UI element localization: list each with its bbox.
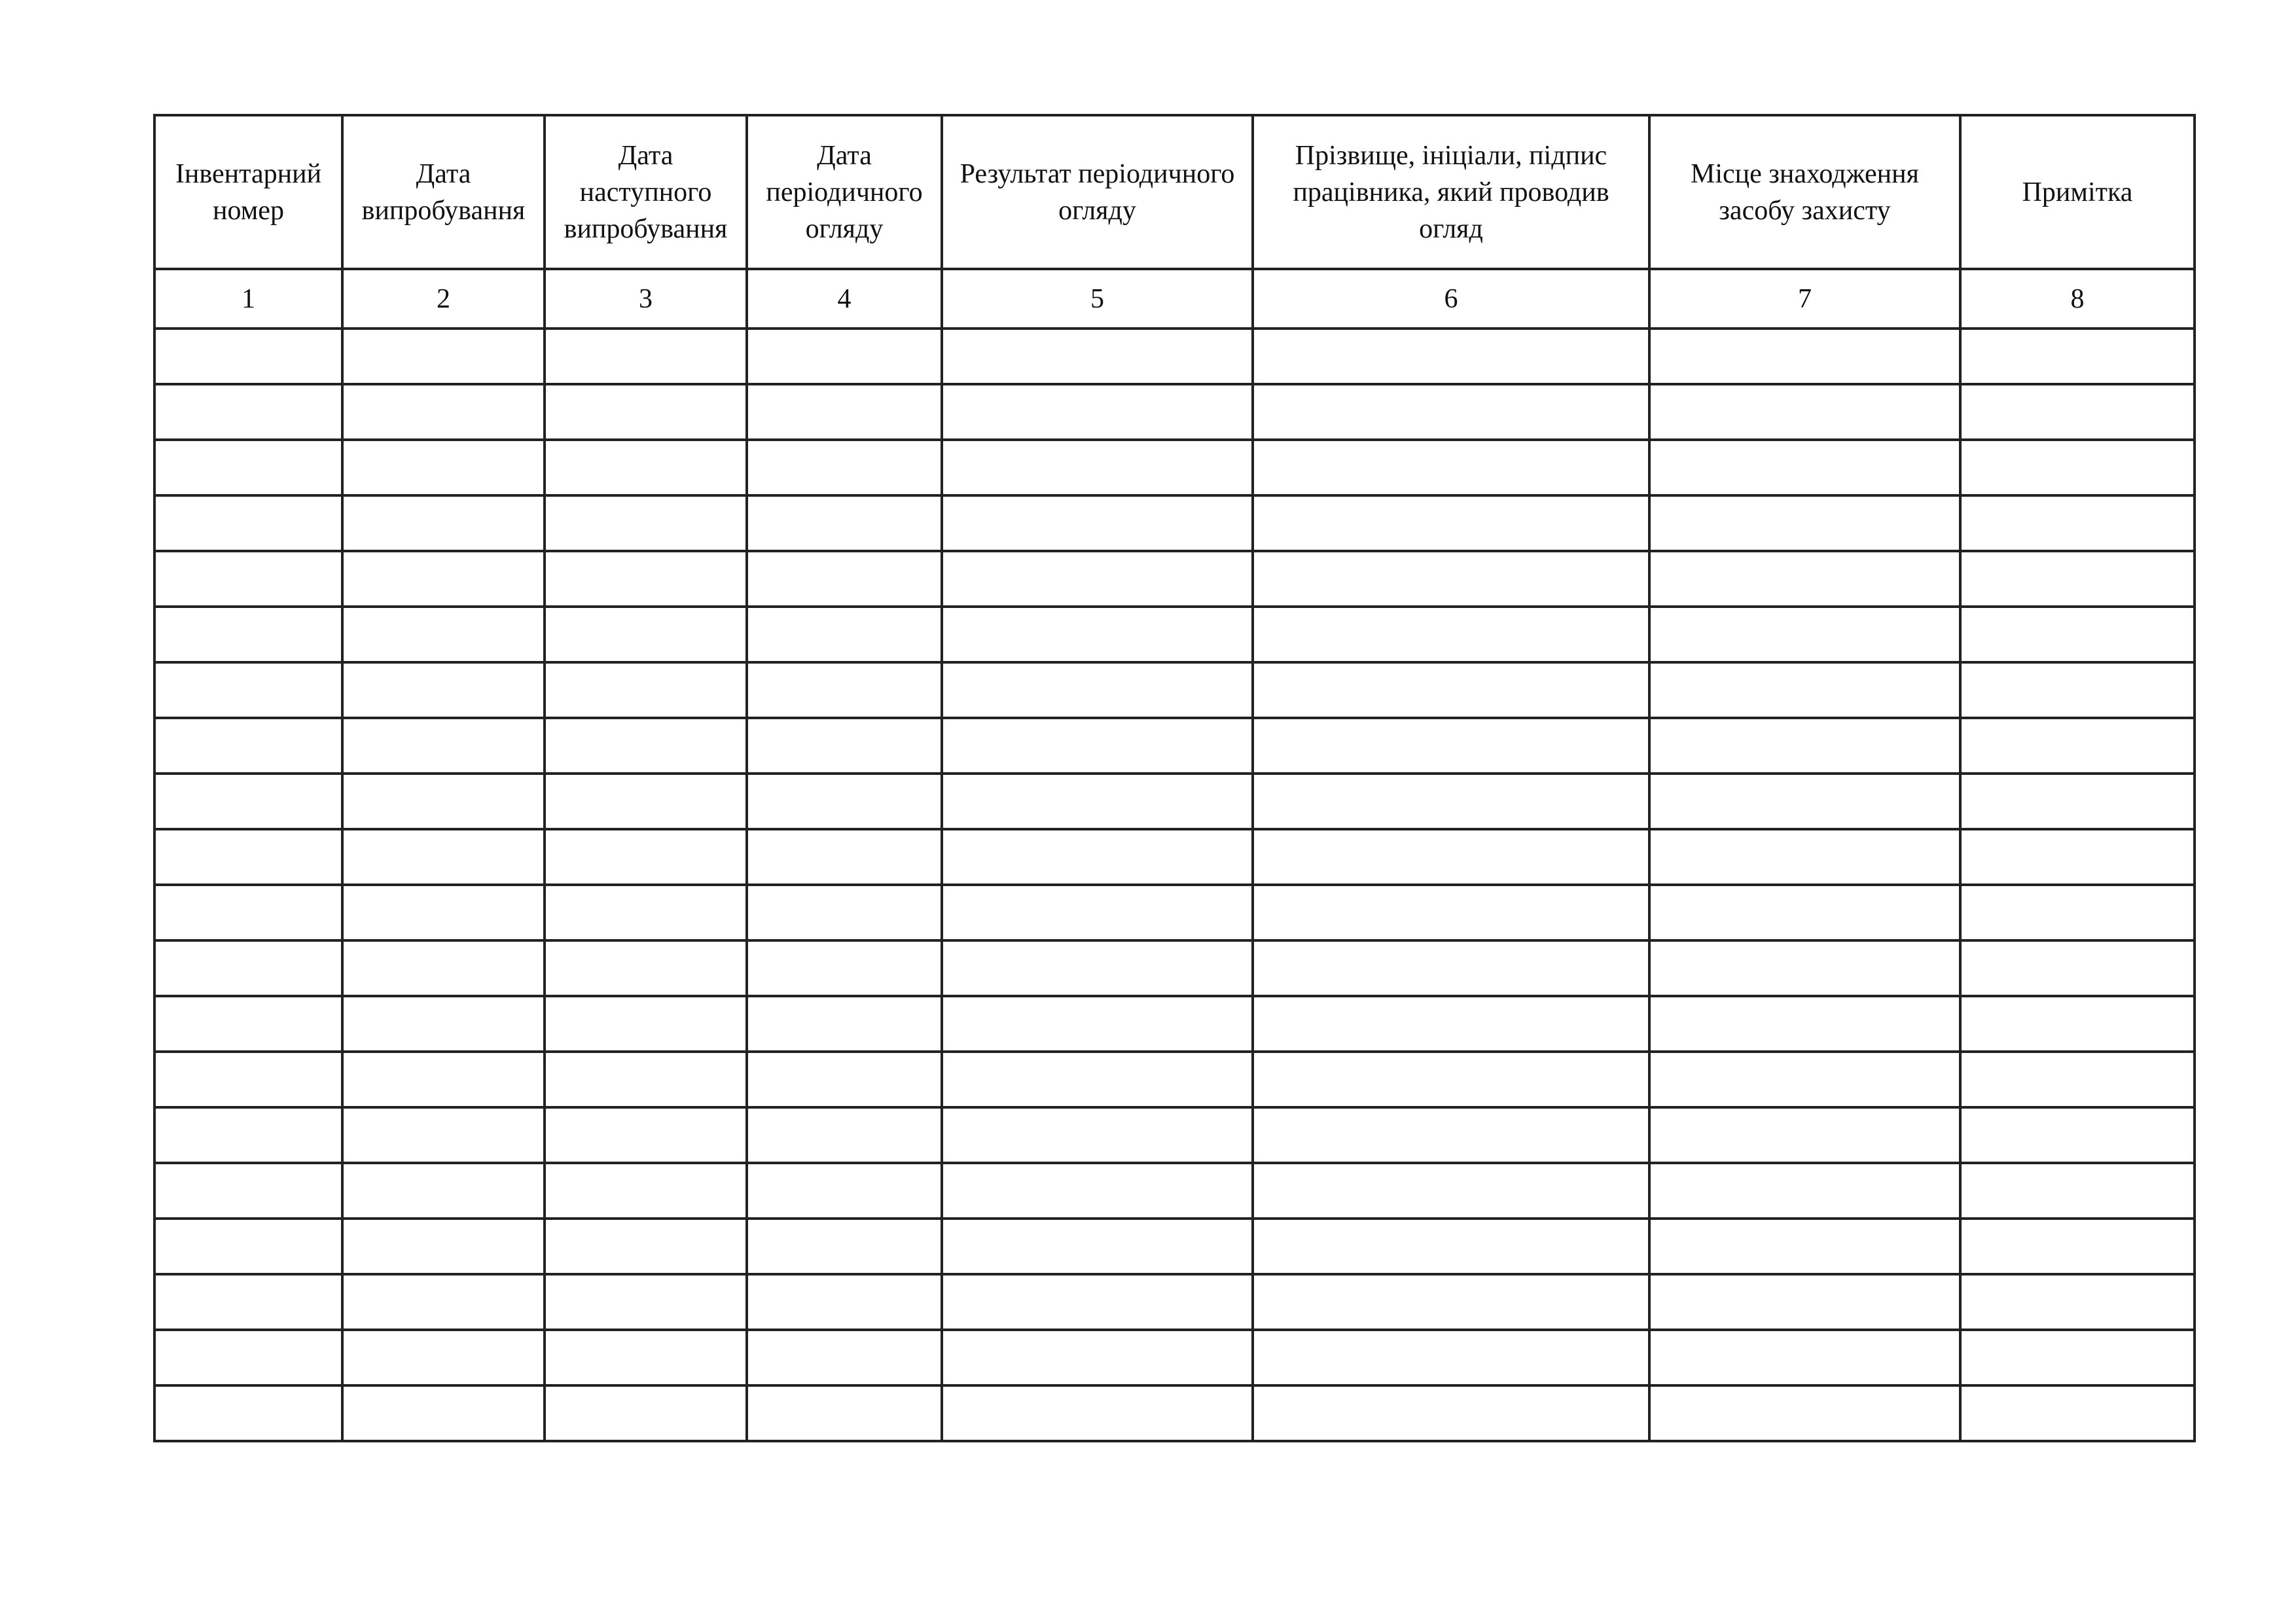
- table-cell[interactable]: [545, 1107, 747, 1163]
- table-cell[interactable]: [1649, 1219, 1960, 1274]
- table-cell[interactable]: [942, 662, 1253, 718]
- table-cell[interactable]: [1649, 607, 1960, 662]
- table-cell[interactable]: [545, 662, 747, 718]
- table-cell[interactable]: [942, 329, 1253, 384]
- table-cell[interactable]: [747, 1219, 942, 1274]
- table-cell[interactable]: [1960, 1163, 2195, 1219]
- table-cell[interactable]: [747, 885, 942, 940]
- table-cell[interactable]: [1253, 1274, 1649, 1330]
- table-row: [154, 329, 2195, 384]
- table-cell[interactable]: [342, 774, 545, 829]
- table-cell[interactable]: [942, 495, 1253, 551]
- table-cell[interactable]: [1960, 1385, 2195, 1441]
- table-cell[interactable]: [154, 1163, 342, 1219]
- table-cell[interactable]: [1960, 329, 2195, 384]
- table-cell[interactable]: [154, 495, 342, 551]
- table-cell[interactable]: [747, 1163, 942, 1219]
- column-header-note: Примітка: [1960, 115, 2195, 269]
- column-number: 1: [154, 269, 342, 329]
- table-cell[interactable]: [747, 1107, 942, 1163]
- column-header-next-test-date: Дата наступного випробування: [545, 115, 747, 269]
- column-number: 7: [1649, 269, 1960, 329]
- table-cell[interactable]: [1649, 718, 1960, 774]
- table-cell[interactable]: [545, 885, 747, 940]
- table-row: [154, 607, 2195, 662]
- table-cell[interactable]: [747, 996, 942, 1052]
- table-cell[interactable]: [545, 440, 747, 495]
- table-cell[interactable]: [942, 607, 1253, 662]
- column-header-inventory-number: Інвентарний номер: [154, 115, 342, 269]
- table-cell[interactable]: [1960, 495, 2195, 551]
- table-cell[interactable]: [1649, 1163, 1960, 1219]
- table-cell[interactable]: [1960, 384, 2195, 440]
- table-row: [154, 1330, 2195, 1385]
- column-header-test-date: Дата випробування: [342, 115, 545, 269]
- table-row: [154, 829, 2195, 885]
- table-cell[interactable]: [545, 495, 747, 551]
- table-cell[interactable]: [342, 1219, 545, 1274]
- table-cell[interactable]: [1649, 662, 1960, 718]
- table-cell[interactable]: [942, 384, 1253, 440]
- table-cell[interactable]: [1960, 1330, 2195, 1385]
- table-cell[interactable]: [154, 774, 342, 829]
- table-cell[interactable]: [747, 1330, 942, 1385]
- column-number: 8: [1960, 269, 2195, 329]
- table-cell[interactable]: [1649, 1274, 1960, 1330]
- table-cell[interactable]: [1649, 1107, 1960, 1163]
- table-cell[interactable]: [942, 440, 1253, 495]
- table-cell[interactable]: [545, 996, 747, 1052]
- table-cell[interactable]: [1649, 829, 1960, 885]
- table-cell[interactable]: [154, 996, 342, 1052]
- table-cell[interactable]: [747, 662, 942, 718]
- table-body: [154, 329, 2195, 1441]
- table-cell[interactable]: [747, 495, 942, 551]
- table-cell[interactable]: [1649, 774, 1960, 829]
- table-header-row: [154, 115, 2195, 269]
- table-cell[interactable]: [545, 384, 747, 440]
- table-cell[interactable]: [1253, 440, 1649, 495]
- table-cell[interactable]: [1253, 996, 1649, 1052]
- table-cell[interactable]: [342, 662, 545, 718]
- table-cell[interactable]: [545, 1163, 747, 1219]
- table-cell[interactable]: [747, 1274, 942, 1330]
- table-cell[interactable]: [747, 718, 942, 774]
- table-cell[interactable]: [342, 940, 545, 996]
- table-cell[interactable]: [1253, 940, 1649, 996]
- column-number-row: [154, 269, 2195, 329]
- table-row: [154, 384, 2195, 440]
- table-cell[interactable]: [545, 1330, 747, 1385]
- table-cell[interactable]: [1960, 440, 2195, 495]
- table-cell[interactable]: [1960, 1219, 2195, 1274]
- table-row: [154, 662, 2195, 718]
- table-cell[interactable]: [1649, 329, 1960, 384]
- column-number: 5: [942, 269, 1253, 329]
- table-cell[interactable]: [342, 607, 545, 662]
- table-cell[interactable]: [942, 1052, 1253, 1107]
- table-row: [154, 940, 2195, 996]
- table-cell[interactable]: [942, 1385, 1253, 1441]
- table-cell[interactable]: [1253, 551, 1649, 607]
- table-cell[interactable]: [1253, 1163, 1649, 1219]
- table-cell[interactable]: [154, 551, 342, 607]
- table-cell[interactable]: [1649, 440, 1960, 495]
- table-cell[interactable]: [1253, 718, 1649, 774]
- table-cell[interactable]: [1960, 885, 2195, 940]
- table-cell[interactable]: [1649, 996, 1960, 1052]
- table-cell[interactable]: [747, 607, 942, 662]
- table-cell[interactable]: [1253, 384, 1649, 440]
- table-cell[interactable]: [342, 551, 545, 607]
- table-cell[interactable]: [154, 662, 342, 718]
- table-cell[interactable]: [1253, 1052, 1649, 1107]
- table-cell[interactable]: [154, 1052, 342, 1107]
- table-cell[interactable]: [154, 1219, 342, 1274]
- table-cell[interactable]: [545, 940, 747, 996]
- table-cell[interactable]: [342, 829, 545, 885]
- table-cell[interactable]: [154, 440, 342, 495]
- table-cell[interactable]: [747, 774, 942, 829]
- table-cell[interactable]: [1649, 384, 1960, 440]
- table-cell[interactable]: [342, 384, 545, 440]
- table-cell[interactable]: [342, 1163, 545, 1219]
- table-cell[interactable]: [1253, 329, 1649, 384]
- table-cell[interactable]: [545, 329, 747, 384]
- column-number: 6: [1253, 269, 1649, 329]
- table-cell[interactable]: [154, 1385, 342, 1441]
- table-cell[interactable]: [747, 829, 942, 885]
- table-cell[interactable]: [154, 329, 342, 384]
- table-cell[interactable]: [747, 551, 942, 607]
- table-cell[interactable]: [747, 440, 942, 495]
- table-cell[interactable]: [545, 1274, 747, 1330]
- column-header-equipment-location: Місце знаходження засобу захисту: [1649, 115, 1960, 269]
- table-cell[interactable]: [1960, 1274, 2195, 1330]
- table-cell[interactable]: [342, 1274, 545, 1330]
- table-cell[interactable]: [342, 885, 545, 940]
- table-cell[interactable]: [342, 495, 545, 551]
- table-cell[interactable]: [545, 607, 747, 662]
- table-cell[interactable]: [942, 1330, 1253, 1385]
- table-cell[interactable]: [342, 996, 545, 1052]
- table-cell[interactable]: [942, 1274, 1253, 1330]
- table-row: [154, 1052, 2195, 1107]
- table-cell[interactable]: [342, 329, 545, 384]
- table-row: [154, 774, 2195, 829]
- table-cell[interactable]: [942, 940, 1253, 996]
- table-cell[interactable]: [1960, 551, 2195, 607]
- table-cell[interactable]: [942, 1163, 1253, 1219]
- table-cell[interactable]: [747, 940, 942, 996]
- table-cell[interactable]: [942, 885, 1253, 940]
- table-cell[interactable]: [942, 1219, 1253, 1274]
- table-cell[interactable]: [154, 607, 342, 662]
- table-cell[interactable]: [154, 384, 342, 440]
- table-row: [154, 440, 2195, 495]
- table-row: [154, 1219, 2195, 1274]
- table-cell[interactable]: [1649, 1385, 1960, 1441]
- table-cell[interactable]: [154, 829, 342, 885]
- table-row: [154, 718, 2195, 774]
- table-cell[interactable]: [747, 384, 942, 440]
- column-header-inspection-result: Результат періодичного огляду: [942, 115, 1253, 269]
- table-cell[interactable]: [747, 329, 942, 384]
- table-cell[interactable]: [1960, 829, 2195, 885]
- table-cell[interactable]: [942, 718, 1253, 774]
- table-row: [154, 1274, 2195, 1330]
- table-cell[interactable]: [342, 718, 545, 774]
- table-cell[interactable]: [1253, 774, 1649, 829]
- table-cell[interactable]: [1253, 885, 1649, 940]
- table-cell[interactable]: [342, 1330, 545, 1385]
- table-cell[interactable]: [545, 718, 747, 774]
- table-cell[interactable]: [1649, 495, 1960, 551]
- table-cell[interactable]: [1960, 662, 2195, 718]
- table-cell[interactable]: [1649, 1330, 1960, 1385]
- column-number: 3: [545, 269, 747, 329]
- table-cell[interactable]: [545, 1219, 747, 1274]
- table-row: [154, 1385, 2195, 1441]
- table-cell[interactable]: [1253, 607, 1649, 662]
- table-cell[interactable]: [1960, 1107, 2195, 1163]
- table-cell[interactable]: [1960, 718, 2195, 774]
- table-cell[interactable]: [545, 774, 747, 829]
- table-row: [154, 551, 2195, 607]
- table-cell[interactable]: [154, 885, 342, 940]
- table-row: [154, 996, 2195, 1052]
- table-cell[interactable]: [942, 996, 1253, 1052]
- table-cell[interactable]: [1253, 1330, 1649, 1385]
- table-cell[interactable]: [545, 1052, 747, 1107]
- table-cell[interactable]: [1253, 1219, 1649, 1274]
- table-cell[interactable]: [154, 1330, 342, 1385]
- table-cell[interactable]: [942, 1107, 1253, 1163]
- table-cell[interactable]: [545, 1385, 747, 1441]
- table-cell[interactable]: [1253, 662, 1649, 718]
- table-cell[interactable]: [942, 829, 1253, 885]
- table-cell[interactable]: [1253, 829, 1649, 885]
- table-cell[interactable]: [545, 829, 747, 885]
- table-row: [154, 1163, 2195, 1219]
- table-row: [154, 885, 2195, 940]
- table-row: [154, 1107, 2195, 1163]
- column-header-inspection-date: Дата періодичного огляду: [747, 115, 942, 269]
- column-number: 2: [342, 269, 545, 329]
- table-cell[interactable]: [1253, 495, 1649, 551]
- table-cell[interactable]: [942, 551, 1253, 607]
- table-cell[interactable]: [342, 1385, 545, 1441]
- table-cell[interactable]: [1960, 996, 2195, 1052]
- table-cell[interactable]: [1649, 551, 1960, 607]
- column-number: 4: [747, 269, 942, 329]
- table-cell[interactable]: [1649, 940, 1960, 996]
- table-cell[interactable]: [154, 1274, 342, 1330]
- inspection-register-table: [153, 114, 2196, 1442]
- table-cell[interactable]: [1960, 607, 2195, 662]
- table-cell[interactable]: [1649, 885, 1960, 940]
- table-row: [154, 495, 2195, 551]
- table-cell[interactable]: [154, 1107, 342, 1163]
- table-cell[interactable]: [1253, 1107, 1649, 1163]
- table-cell[interactable]: [154, 718, 342, 774]
- table-cell[interactable]: [1960, 940, 2195, 996]
- table-cell[interactable]: [154, 940, 342, 996]
- table-cell[interactable]: [1960, 1052, 2195, 1107]
- table-cell[interactable]: [342, 1052, 545, 1107]
- column-header-inspector-signature: Прізвище, ініціали, підпис працівника, який проводив огляд: [1253, 115, 1649, 269]
- table-cell[interactable]: [545, 551, 747, 607]
- table-cell[interactable]: [942, 774, 1253, 829]
- table-cell[interactable]: [747, 1385, 942, 1441]
- table-cell[interactable]: [747, 1052, 942, 1107]
- table-cell[interactable]: [1649, 1052, 1960, 1107]
- table-cell[interactable]: [342, 440, 545, 495]
- table-cell[interactable]: [342, 1107, 545, 1163]
- table-cell[interactable]: [1960, 774, 2195, 829]
- table-cell[interactable]: [1253, 1385, 1649, 1441]
